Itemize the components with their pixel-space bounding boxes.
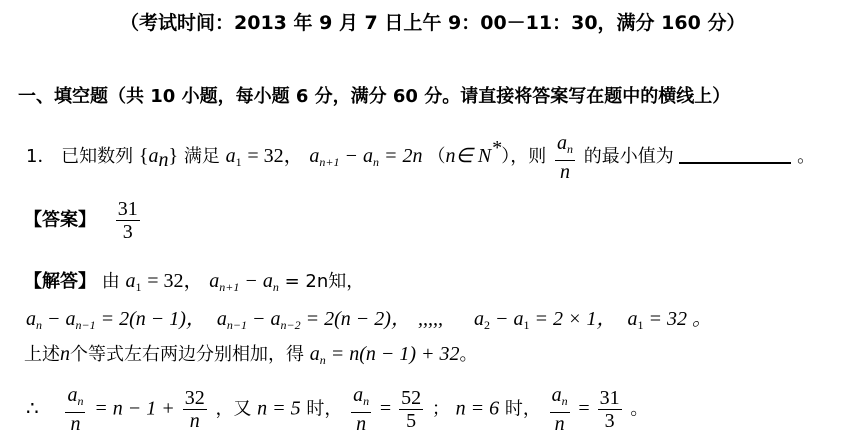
frac-an-over-n: $\frac{a_n}{n}$ — [67, 384, 84, 435]
sol-recurrence: $a_{n+1} - a_n$ — [209, 270, 279, 294]
q1-fraction: $\frac{a_n}{n}$ — [556, 131, 573, 183]
eq-sign-2: = — [578, 397, 595, 420]
therefore-symbol: ∴ — [26, 397, 39, 420]
section-title: 一、填空题（共 10 小题，每小题 6 分，满分 60 分。请直接将答案写在题中的横线上） — [18, 86, 731, 107]
solution-line-2 — [26, 302, 712, 333]
ellipsis: ,,,,, — [417, 308, 443, 330]
sum-end: 。 — [459, 344, 478, 365]
sum-result: $a_n = n(n - 1) + 32$ — [309, 343, 460, 367]
q1-a1: $a_1$ — [225, 145, 242, 169]
sum-text-2: 个等式左右两边分别相加，得 — [70, 344, 304, 365]
solution-line-3 — [24, 340, 478, 368]
frac-31-over-3: $\frac{31}{3}$ — [599, 387, 620, 432]
semicolon: ； — [431, 398, 450, 420]
text-again: ，又 — [215, 398, 252, 420]
n-eq-6: n = 6 — [455, 397, 500, 420]
eq-term-1: $a_n - a_{n-1} = 2(n - 1)$， — [26, 308, 206, 332]
frac-52-over-5: $\frac{52}{5}$ — [401, 387, 422, 432]
solution-line-4 — [26, 384, 648, 435]
eq-sign-1: = — [379, 397, 397, 420]
frac-32-over-n: $\frac{32}{n}$ — [184, 387, 205, 432]
answer-blank[interactable] — [679, 144, 791, 164]
text-when-1: 时， — [306, 398, 343, 420]
expr-mid: = n − 1 + — [94, 397, 180, 420]
eq-term-3: $a_2 - a_1 = 2 \times 1$， — [473, 308, 617, 332]
solution-label: 【解答】 — [24, 271, 96, 292]
q1-satisfies: 满足 — [183, 146, 220, 167]
text-when-2: 时， — [504, 398, 541, 420]
eq-term-4: $a_1 = 32$ 。 — [627, 308, 712, 332]
eq-term-2: $a_{n-1} - a_{n-2} = 2(n - 2)$， — [216, 308, 411, 332]
q1-eq32: = 32， — [247, 145, 304, 167]
frac-an-over-n-2: $\frac{a_n}{n}$ — [353, 384, 370, 435]
exam-info: （考试时间：2013 年 9 月 7 日上午 9：00－11：30，满分 160 分） — [120, 12, 746, 34]
sum-n: n — [60, 343, 70, 365]
line4-end: 。 — [630, 398, 649, 420]
seq-brace: $\{a_n\}$ — [138, 145, 179, 171]
answer-fraction: $\frac{31}{3}$ — [117, 198, 138, 243]
question-1 — [26, 128, 815, 183]
q1-recurrence: $a_{n+1} - a_n = 2n$ — [309, 145, 423, 169]
q1-end: 。 — [797, 146, 816, 167]
sol-a1: $a_1$ — [125, 270, 142, 294]
n-eq-5: n = 5 — [257, 397, 301, 420]
answer-label: 【答案】 — [24, 209, 96, 231]
sum-text-1: 上述 — [24, 344, 60, 365]
sol-rhs: = 2n知， — [284, 271, 365, 292]
sol-eq32: = 32， — [147, 270, 204, 292]
frac-an-over-n-3: $\frac{a_n}{n}$ — [551, 384, 568, 435]
q1-prefix: 1． 已知数列 — [26, 146, 134, 167]
answer-line — [24, 198, 143, 243]
sol-intro: 由 — [101, 271, 120, 292]
q1-domain: （n∈ N*），则 — [427, 137, 547, 167]
solution-line-1 — [24, 264, 364, 295]
q1-tail: 的最小值为 — [583, 146, 674, 167]
